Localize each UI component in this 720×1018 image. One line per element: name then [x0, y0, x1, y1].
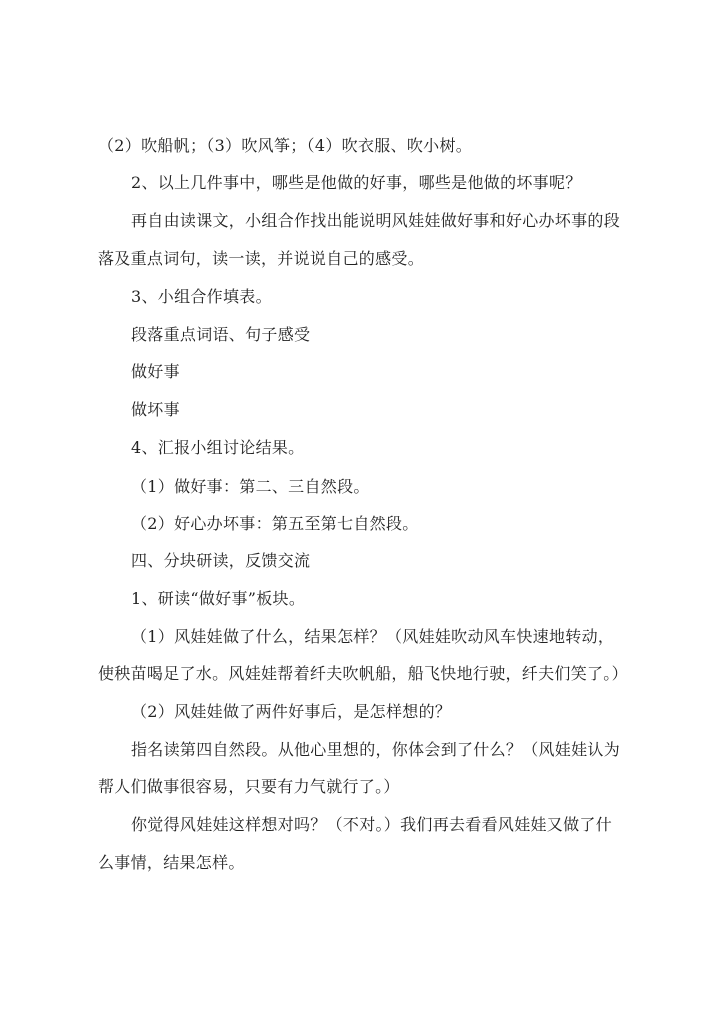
text-line: 做好事 — [131, 362, 180, 381]
text-line: 3、小组合作填表。 — [131, 287, 272, 306]
text-line: （2）风娃娃做了两件好事后，是怎样想的？ — [131, 702, 452, 721]
text-line: 使秧苗喝足了水。风娃娃帮着纤夫吹帆船，船飞快地行驶，纤夫们笑了。） — [98, 664, 628, 683]
text-line: （1）做好事：第二、三自然段。 — [131, 477, 370, 496]
text-line: 段落重点词语、句子感受 — [131, 325, 311, 344]
text-line: 你觉得风娃娃这样想对吗？（不对。）我们再去看看风娃娃又做了什 — [131, 815, 613, 834]
text-line: 4、汇报小组讨论结果。 — [131, 438, 305, 457]
text-line: （2）好心办坏事：第五至第七自然段。 — [131, 514, 419, 533]
text-line: 做坏事 — [131, 400, 180, 419]
text-line: 么事情，结果怎样。 — [98, 853, 245, 872]
text-line: 2、以上几件事中，哪些是他做的好事，哪些是他做的坏事呢？ — [131, 173, 582, 192]
text-line: 帮人们做事很容易，只要有力气就行了。） — [98, 777, 400, 796]
text-line: 落及重点词句，读一读，并说说自己的感受。 — [98, 249, 425, 268]
text-line: 指名读第四自然段。从他心里想的，你体会到了什么？（风娃娃认为 — [131, 740, 621, 759]
text-line: （2）吹船帆；（3）吹风筝；（4）吹衣服、吹小树。 — [98, 136, 473, 155]
text-line: 1、研读“做好事”板块。 — [131, 589, 306, 608]
text-line: 再自由读课文，小组合作找出能说明风娃娃做好事和好心办坏事的段 — [131, 211, 621, 230]
text-line: （1）风娃娃做了什么，结果怎样？（风娃娃吹动风车快速地转动， — [131, 627, 615, 646]
text-line: 四、分块研读，反馈交流 — [131, 551, 311, 570]
